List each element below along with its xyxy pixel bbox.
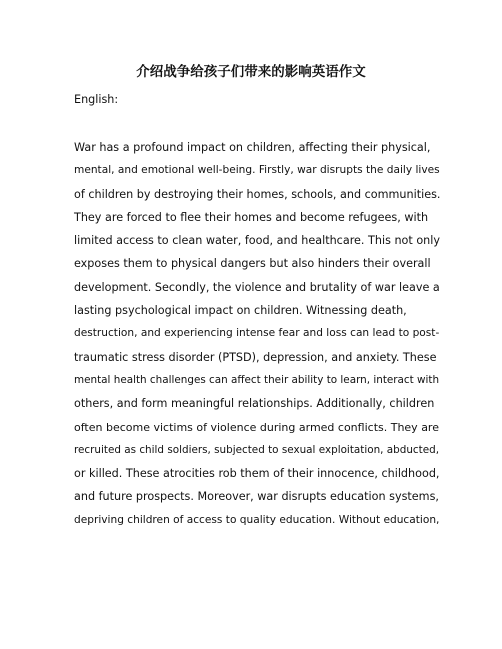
essay-line: of children by destroying their homes, schools, and communities. (74, 187, 441, 201)
essay-line: lasting psychological impact on children. Witnessing death, (74, 304, 407, 318)
essay-line: often become victims of violence during armed conflicts. They are (74, 420, 439, 434)
essay-line: exposes them to physical dangers but also hinders their overall (74, 257, 431, 271)
essay-line: others, and form meaningful relationships. Additionally, children (74, 397, 435, 411)
essay-line: limited access to clean water, food, and healthcare. This not only (74, 234, 440, 248)
essay-line: or killed. These atrocities rob them of their innocence, childhood, (74, 467, 440, 481)
essay-line: development. Secondly, the violence and brutality of war leave a (74, 280, 440, 294)
essay-line: War has a profound impact on children, affecting their physical, (74, 141, 431, 154)
essay-line: They are forced to flee their homes and become refugees, with (74, 210, 429, 224)
essay-line: depriving children of access to quality education. Without education, (74, 513, 440, 526)
language-label: English: (74, 93, 119, 106)
essay-line: recruited as child soldiers, subjected to sexual exploitation, abducted, (74, 443, 439, 456)
essay-paragraph (74, 136, 440, 532)
document-title: 介绍战争给孩子们带来的影响英语作文 (136, 64, 366, 80)
essay-line: traumatic stress disorder (PTSD), depression, and anxiety. These (74, 350, 437, 364)
essay-line: and future prospects. Moreover, war disrupts education systems, (74, 490, 439, 504)
essay-line: destruction, and experiencing intense fear and loss can lead to post- (74, 327, 440, 340)
essay-line: mental, and emotional well-being. Firstly, war disrupts the daily lives (74, 164, 440, 177)
essay-line: mental health challenges can affect their ability to learn, interact with (74, 373, 440, 386)
